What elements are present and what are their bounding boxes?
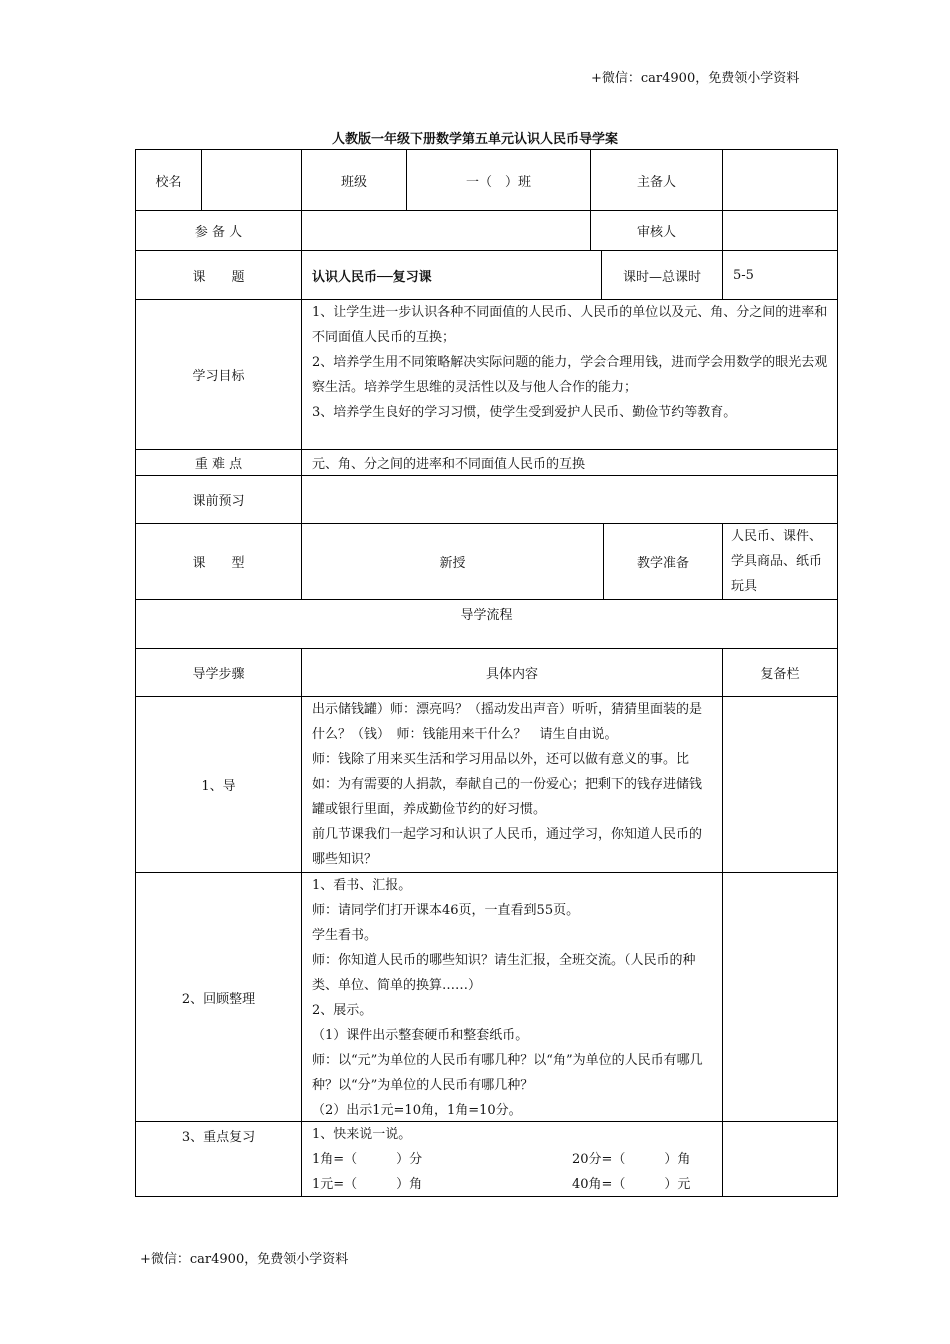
key-points-value: 元、角、分之间的进率和不同面值人民币的互换	[312, 457, 586, 472]
step-name: 2、回顾整理	[181, 991, 256, 1007]
step-name: 1、导	[201, 779, 236, 794]
step-paragraph: 1、快来说一说。	[312, 1127, 412, 1142]
type-value-cell	[301, 523, 604, 600]
col-notes-header	[722, 648, 838, 697]
col-content-label: 具体内容	[485, 667, 538, 682]
prep-label: 教学准备	[636, 556, 689, 571]
flow-label-cell	[135, 599, 838, 649]
step-paragraph: 学生看书。	[312, 928, 378, 943]
hours-label-cell	[601, 250, 723, 300]
school-label-cell	[135, 149, 202, 211]
col-steps-label: 导学步骤	[192, 667, 245, 682]
step-notes-cell	[722, 872, 838, 1122]
exercise-item: 20分=（ ）角	[572, 1152, 691, 1167]
exercise-item: 1角=（ ）分	[312, 1152, 423, 1167]
class-label: 班级	[340, 174, 367, 190]
goal-item: 1、让学生进一步认识各种不同面值的人民币、人民币的单位以及元、角、分之间的进率和不同面值人民币的互换；	[312, 305, 828, 345]
step-paragraph: （1）课件出示整套硬币和整套纸币。	[312, 1028, 529, 1043]
participants-label: 参 备 人	[194, 225, 243, 240]
footer-note: +微信：car4900，免费领小学资料	[140, 1252, 349, 1267]
prep-value: 人民币、课件、学具商品、纸币玩具	[731, 529, 823, 594]
hours-value: 5-5	[733, 267, 754, 283]
step-name-cell	[135, 872, 302, 1122]
header-note: +微信：car4900，免费领小学资料	[591, 71, 800, 86]
step-name: 3、重点复习	[181, 1130, 256, 1145]
preview-value-cell	[301, 475, 838, 524]
lead-label-cell	[590, 149, 723, 211]
school-label: 校名	[155, 174, 182, 190]
preview-label: 课前预习	[192, 494, 245, 509]
col-notes-label: 复备栏	[760, 667, 800, 682]
participants-label-cell	[135, 210, 302, 251]
lead-value-cell	[722, 149, 838, 211]
step-paragraph: 师：钱除了用来买生活和学习用品以外，还可以做有意义的事。比如：为有需要的人捐款，奉献自己的一份爱心；把剩下的钱存进储钱罐或银行里面，养成勤俭节约的好习惯。	[312, 752, 703, 817]
key-points-label-cell	[135, 449, 302, 476]
key-points-label: 重 难 点	[194, 457, 243, 472]
step-paragraph: 2、展示。	[312, 1003, 373, 1018]
reviewer-label-cell	[590, 210, 723, 251]
reviewer-value-cell	[722, 210, 838, 251]
participants-value-cell	[301, 210, 591, 251]
type-label: 课 型	[192, 556, 245, 571]
class-value: 一（ ）班	[465, 174, 531, 190]
step-paragraph: 前几节课我们一起学习和认识了人民币，通过学习，你知道人民币的哪些知识？	[312, 827, 703, 867]
type-value: 新授	[439, 556, 466, 571]
prep-value-cell	[722, 523, 838, 600]
topic-value-cell	[301, 250, 602, 300]
step-content-cell	[301, 696, 723, 873]
step-paragraph: 1、看书、汇报。	[312, 878, 412, 893]
step-paragraph: 师：以“元”为单位的人民币有哪几种？以“角”为单位的人民币有哪几种？以“分”为单位的人民币有哪几种？	[312, 1053, 703, 1093]
col-steps-header	[135, 648, 302, 697]
key-points-value-cell	[301, 449, 838, 476]
col-content-header	[301, 648, 723, 697]
class-label-cell	[301, 149, 407, 211]
hours-label: 课时—总课时	[622, 269, 701, 285]
step-paragraph: 出示储钱罐）师：漂亮吗？（摇动发出声音）听听，猜猜里面装的是什么？（钱） 师：钱能用来干什么？ 请生自由说。	[312, 702, 703, 742]
hours-value-cell	[722, 250, 838, 300]
step-paragraph: 师：你知道人民币的哪些知识？请生汇报，全班交流。（人民币的种类、单位、简单的换算……）	[312, 953, 696, 993]
type-label-cell	[135, 523, 302, 600]
step-paragraph: 师：请同学们打开课本46页，一直看到55页。	[312, 903, 580, 918]
step-name-cell	[135, 1121, 302, 1197]
page-title: 人教版一年级下册数学第五单元认识人民币导学案	[331, 132, 618, 147]
topic-label-cell	[135, 250, 302, 300]
step-content-cell	[301, 1121, 723, 1197]
exercise-row	[312, 1147, 714, 1172]
step-name-cell	[135, 696, 302, 873]
step-content-cell	[301, 872, 723, 1122]
exercise-row	[312, 1172, 714, 1197]
topic-label: 课 题	[192, 269, 245, 285]
step-notes-cell	[722, 1121, 838, 1197]
exercise-item: 40角=（ ）元	[572, 1177, 691, 1192]
goal-item: 2、培养学生用不同策略解决实际问题的能力，学会合理用钱，进而学会用数学的眼光去观察生活。培养学生思维的灵活性以及与他人合作的能力；	[312, 355, 828, 395]
goals-label-cell	[135, 299, 302, 450]
goals-label: 学习目标	[192, 369, 245, 384]
prep-label-cell	[603, 523, 723, 600]
exercise-item: 1元=（ ）角	[312, 1177, 423, 1192]
step-notes-cell	[722, 696, 838, 873]
class-value-cell	[406, 149, 591, 211]
flow-label: 导学流程	[460, 608, 513, 623]
lead-label: 主备人	[636, 174, 676, 190]
step-paragraph: （2）出示1元=10角，1角=10分。	[312, 1103, 522, 1118]
goals-content-cell	[301, 299, 838, 450]
school-value-cell	[201, 149, 302, 211]
preview-label-cell	[135, 475, 302, 524]
goal-item: 3、培养学生良好的学习习惯，使学生受到爱护人民币、勤俭节约等教育。	[312, 405, 737, 420]
reviewer-label: 审核人	[636, 225, 676, 240]
topic-value: 认识人民币──复习课	[312, 269, 432, 285]
